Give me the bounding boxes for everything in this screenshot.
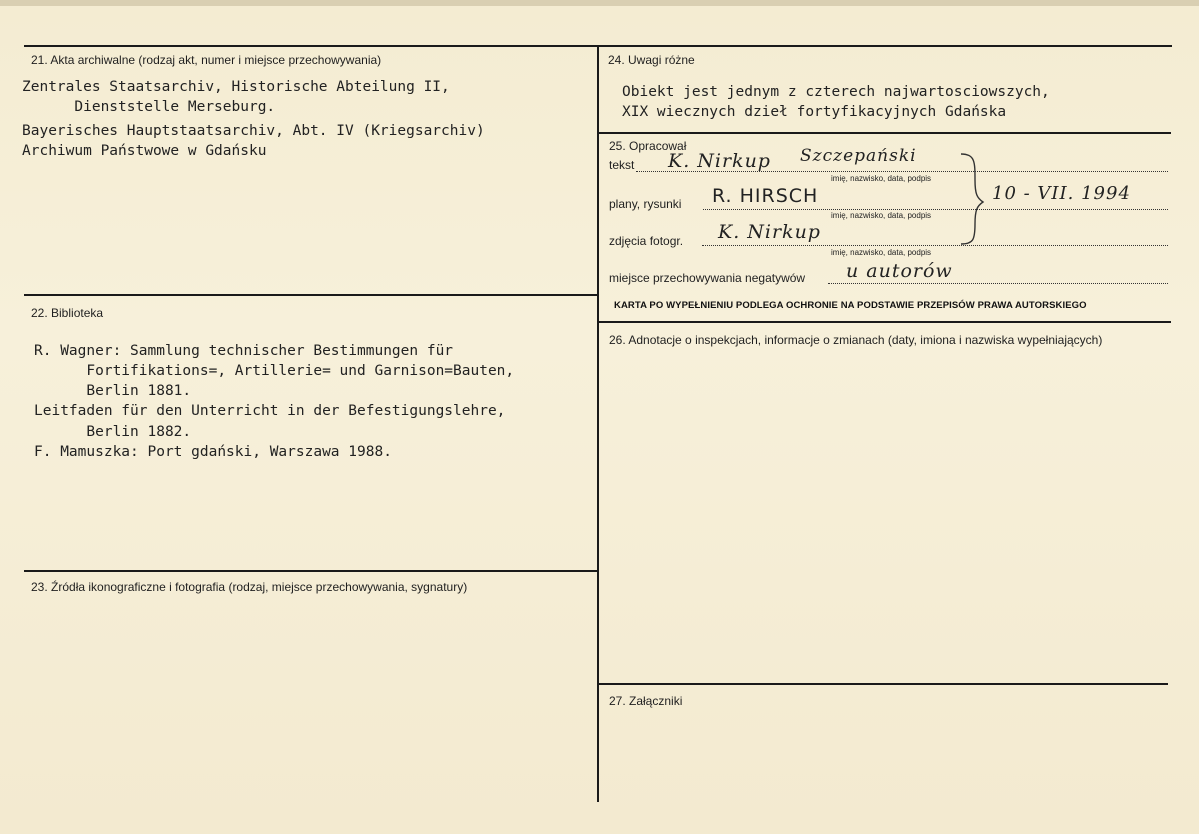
zdjecia-handwritten-author: K. Nirkup — [718, 221, 821, 243]
section-22-line-6: F. Mamuszka: Port gdański, Warszawa 1988. — [34, 444, 392, 460]
zdjecia-hint: imię, nazwisko, data, podpis — [831, 248, 932, 257]
negatywy-label: miejsce przechowywania negatywów — [609, 271, 806, 285]
plany-dotted-line — [703, 209, 1168, 210]
plany-label: plany, rysunki — [609, 197, 682, 211]
tekst-hint: imię, nazwisko, data, podpis — [831, 174, 932, 183]
section-21-label: 21. Akta archiwalne (rodzaj akt, numer i miejsce przechowywania) — [31, 53, 382, 67]
rule-25-26 — [598, 321, 1171, 323]
handwritten-date: 10 - VII. 1994 — [992, 183, 1131, 204]
copyright-notice: KARTA PO WYPEŁNIENIU PODLEGA OCHRONIE NA PODSTAWIE PRZEPISÓW PRAWA AUTORSKIEGO — [614, 300, 1087, 311]
section-22-line-5: Berlin 1882. — [34, 424, 192, 440]
section-25-label: 25. Opracował — [609, 139, 687, 153]
center-divider — [597, 45, 599, 802]
section-27-label: 27. Załączniki — [609, 694, 683, 708]
tekst-handwritten-author: K. Nirkup — [668, 150, 771, 172]
section-22-line-3: Berlin 1881. — [34, 383, 192, 399]
bracket-mark — [955, 150, 989, 250]
rule-21-22 — [24, 294, 597, 296]
section-22-line-2: Fortifikations=, Artillerie= und Garnison=Bauten, — [34, 363, 515, 379]
section-21-line-2: Dienststelle Merseburg. — [22, 99, 276, 115]
section-22-line-1: R. Wagner: Sammlung technischer Bestimmungen für — [34, 343, 454, 359]
zdjecia-label: zdjęcia fotogr. — [609, 234, 684, 248]
section-24-line-2: XIX wiecznych dzieł fortyfikacyjnych Gdańska — [622, 104, 1007, 120]
card-top-edge — [0, 0, 1199, 6]
tekst-label: tekst — [609, 158, 635, 172]
rule-26-27 — [598, 683, 1168, 685]
section-22-line-4: Leitfaden für den Unterricht in der Befestigungslehre, — [34, 403, 506, 419]
section-21-line-1: Zentrales Staatsarchiv, Historische Abteilung II, — [22, 79, 450, 95]
section-23-label: 23. Źródła ikonograficzne i fotografia (rodzaj, miejsce przechowywania, sygnatury) — [31, 580, 468, 594]
negatywy-dotted-line — [828, 283, 1168, 284]
tekst-handwritten-signature: Szczepański — [800, 146, 917, 166]
section-24-label: 24. Uwagi różne — [608, 53, 695, 67]
plany-handwritten-author: R. HIRSCH — [712, 185, 819, 207]
section-21-line-3: Bayerisches Hauptstaatsarchiv, Abt. IV (Kriegsarchiv) — [22, 123, 485, 139]
section-22-label: 22. Biblioteka — [31, 306, 104, 320]
negatywy-handwritten-value: u autorów — [846, 260, 953, 282]
section-26-label: 26. Adnotacje o inspekcjach, informacje o zmianach (daty, imiona i nazwiska wypełniających) — [609, 333, 1103, 347]
zdjecia-dotted-line — [702, 245, 1168, 246]
section-24-line-1: Obiekt jest jednym z czterech najwartosciowszych, — [622, 84, 1050, 100]
rule-24-25 — [598, 132, 1171, 134]
rule-22-23 — [24, 570, 597, 572]
plany-hint: imię, nazwisko, data, podpis — [831, 211, 932, 220]
section-21-line-4: Archiwum Państwowe w Gdańsku — [22, 143, 267, 159]
